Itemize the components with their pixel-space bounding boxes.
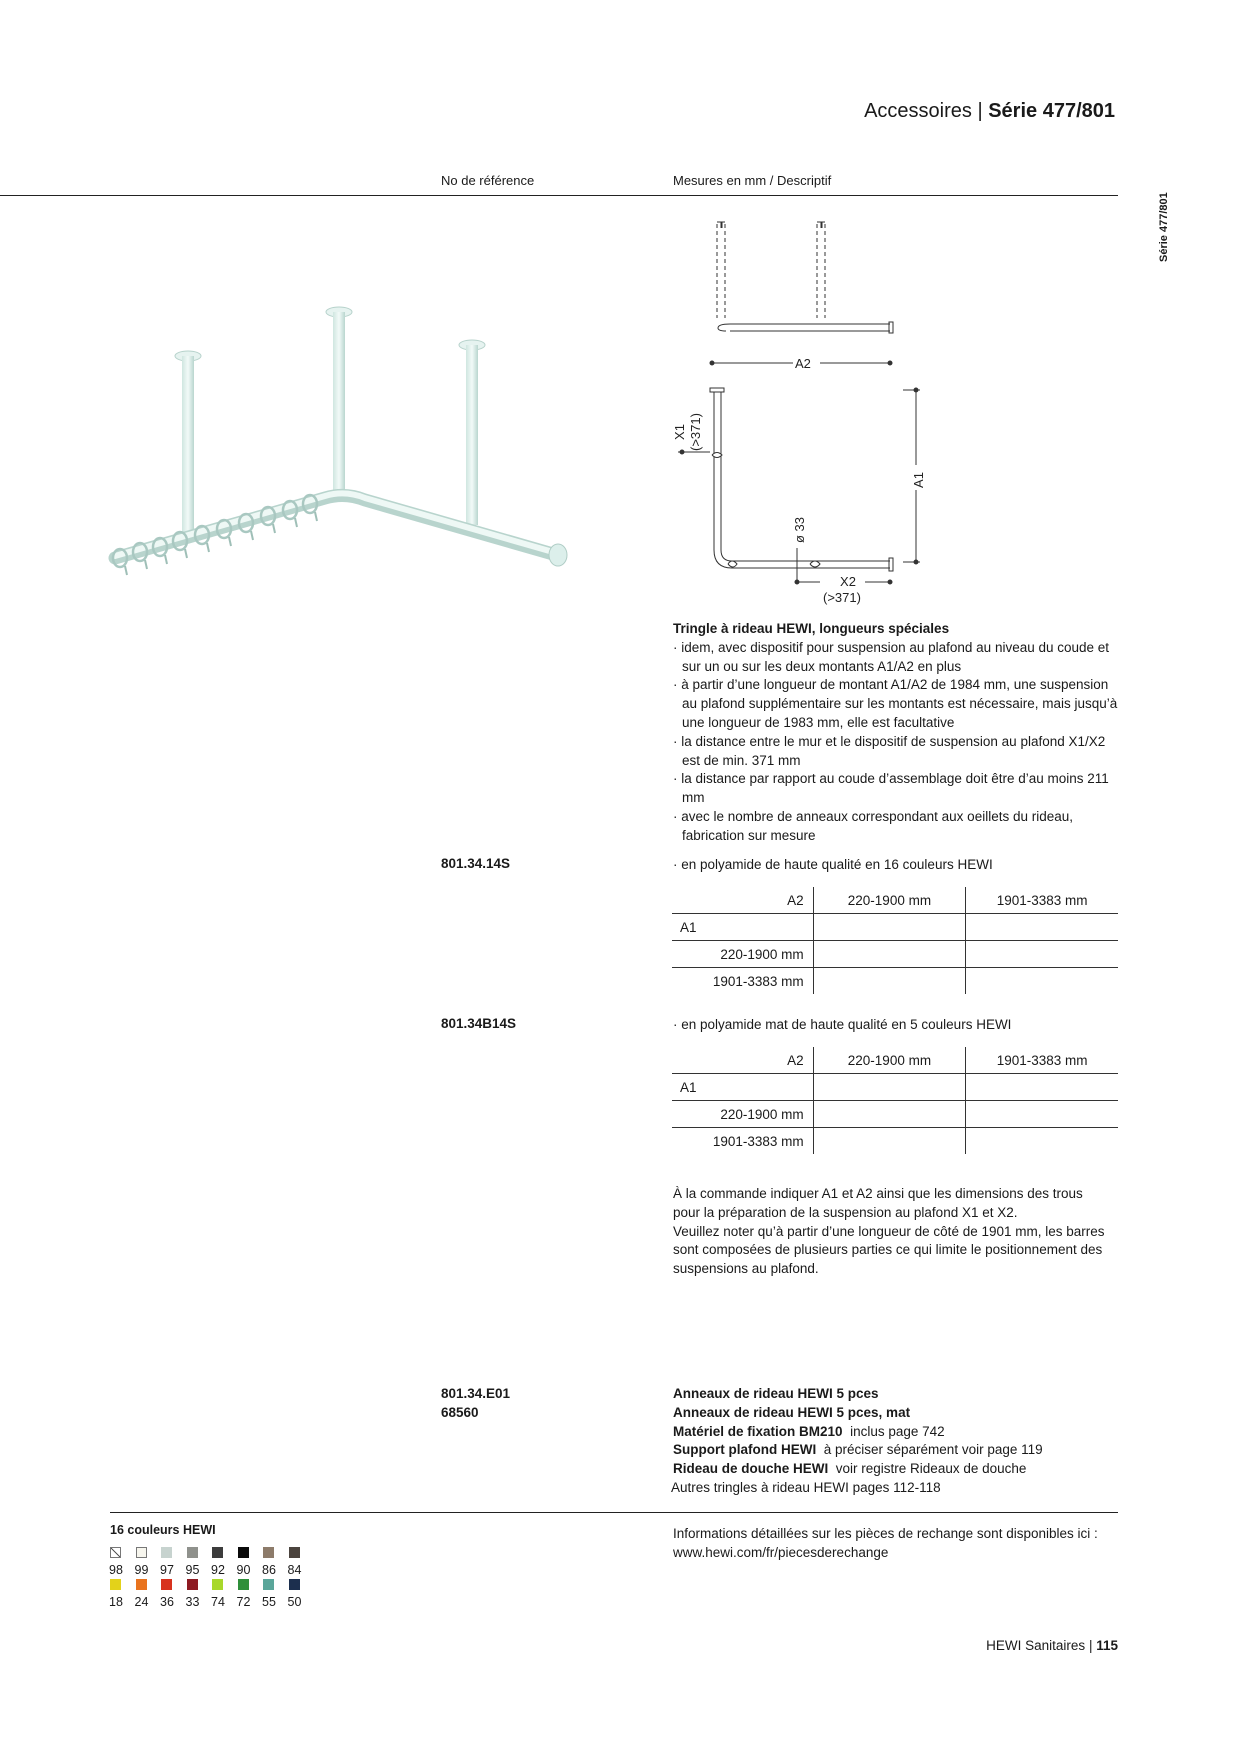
ordering-note: À la commande indiquer A1 et A2 ainsi que les dimensions des trous pour la préparation de la suspension au plafond X1 et X2. Veuillez noter qu’à partir d’une longueur de côté de 1901 mm, les barres sont composées de plusieurs parties ce qui limite le positionnement des suspensions au plafond. [673,1186,1105,1277]
bullet-item: · la distance par rapport au coude d’assemblage doit être d’au moins 211 mm [673,771,1109,806]
ref-number: 801.34B14S [441,1016,517,1031]
curtain-rod [115,495,553,558]
color-palette-title: 16 couleurs HEWI [110,1523,216,1537]
dim-x2-min-label: (>371) [823,590,861,605]
color-swatch-99 [136,1547,147,1558]
page-footer: HEWI Sanitaires | 115 [986,1638,1118,1653]
color-code: 72 [236,1595,251,1609]
spare-parts-info: Informations détaillées sur les pièces de rechange sont disponibles ici : www.hewi.com/fr/piecesderechange [673,1525,1123,1563]
color-code: 92 [211,1563,225,1577]
ref-number: 801.34.14S [441,856,511,871]
color-swatch-36 [161,1579,172,1590]
accessory-item: Support plafond HEWI à préciser séparément voir page 119 [673,1442,1043,1458]
color-code: 90 [236,1563,251,1577]
spare-parts-link[interactable]: www.hewi.com/fr/piecesderechange [673,1544,889,1560]
color-swatch-24 [136,1579,147,1590]
color-swatch-86 [263,1547,274,1558]
color-code: 24 [134,1595,149,1609]
column-header-desc: Mesures en mm / Descriptif [673,173,832,188]
bullet-item: · idem, avec dispositif pour suspension au plafond au niveau du coude et sur un ou sur les deux montants A1/A2 en plus [673,639,1110,674]
ceiling-pole [175,351,201,541]
ceiling-pole [326,307,352,500]
color-swatch-18 [110,1579,121,1590]
color-code: 84 [287,1563,302,1577]
side-series-label: Série 477/801 [1158,192,1170,262]
accessory-refs: 801.34.E01 68560 [441,1386,511,1420]
color-swatch-97 [161,1547,172,1558]
dimension-table: A2 220-1900 mm 1901-3383 mm A1 220-1900 mm 1901-3383 mm [672,1047,1118,1154]
variant-description: · en polyamide mat de haute qualité en 5 couleurs HEWI [673,1017,1012,1032]
bullet-item: · à partir d’une longueur de montant A1/A2 de 1984 mm, une suspension au plafond supplémentaire sur les montants est nécessaire, mais jusqu’à une longueur de 1983 mm, elle est facultative [673,677,1118,730]
accessory-item: Anneaux de rideau HEWI 5 pces [673,1386,879,1401]
color-swatch-50 [289,1579,300,1590]
dim-x2-label: X2 [840,574,856,589]
dim-a2-label: A2 [795,356,811,371]
accessory-item: Anneaux de rideau HEWI 5 pces, mat [673,1404,911,1420]
color-swatch-90 [238,1547,249,1558]
page-title: Accessoires | Série 477/801 [864,100,1115,122]
color-swatch-55 [263,1579,274,1590]
color-swatch-95 [187,1547,198,1558]
product-title: Tringle à rideau HEWI, longueurs spéciales [673,621,950,636]
color-code: 97 [160,1563,174,1577]
technical-drawing [660,210,940,610]
accessories-list [673,1385,1123,1498]
ceiling-pole [459,340,485,525]
color-swatch-84 [289,1547,300,1558]
product-photo [105,300,585,585]
variant-description: · en polyamide de haute qualité en 16 couleurs HEWI [673,857,993,872]
dimension-table: A2 220-1900 mm 1901-3383 mm A1 220-1900 mm 1901-3383 mm [672,887,1118,994]
dim-a1-label: A1 [911,472,926,488]
product-description [673,620,1123,846]
color-code: 86 [262,1563,276,1577]
accessory-item: Matériel de fixation BM210 inclus page 742 [673,1423,945,1439]
color-code: 55 [262,1595,276,1609]
color-code: 98 [109,1563,123,1577]
dim-x1-label: X1 [672,424,687,440]
color-code: 50 [287,1595,302,1609]
dim-x1-min-label: (>371) [688,413,703,451]
color-code: 95 [185,1563,200,1577]
column-header-ref: No de référence [441,173,535,188]
color-swatch-72 [238,1579,249,1590]
color-code: 99 [134,1563,149,1577]
color-code: 33 [185,1595,200,1609]
header-rule [0,195,1118,196]
accessory-item: Rideau de douche HEWI voir registre Rideaux de douche [673,1461,1027,1477]
dim-diameter-label: ø 33 [792,516,807,544]
color-code: 74 [211,1595,225,1609]
color-code: 36 [160,1595,174,1609]
color-swatch-98 [110,1547,121,1558]
bullet-item: · avec le nombre de anneaux correspondant aux oeillets du rideau, fabrication sur mesure [673,808,1074,843]
color-swatch-74 [212,1579,223,1590]
color-swatch-92 [212,1547,223,1558]
color-swatch-33 [187,1579,198,1590]
bullet-item: · la distance entre le mur et le dispositif de suspension au plafond X1/X2 est de min. 371 mm [673,733,1106,768]
color-code: 18 [109,1595,123,1609]
accessory-item: Autres tringles à rideau HEWI pages 112-118 [671,1479,941,1495]
section-rule [110,1512,1118,1513]
